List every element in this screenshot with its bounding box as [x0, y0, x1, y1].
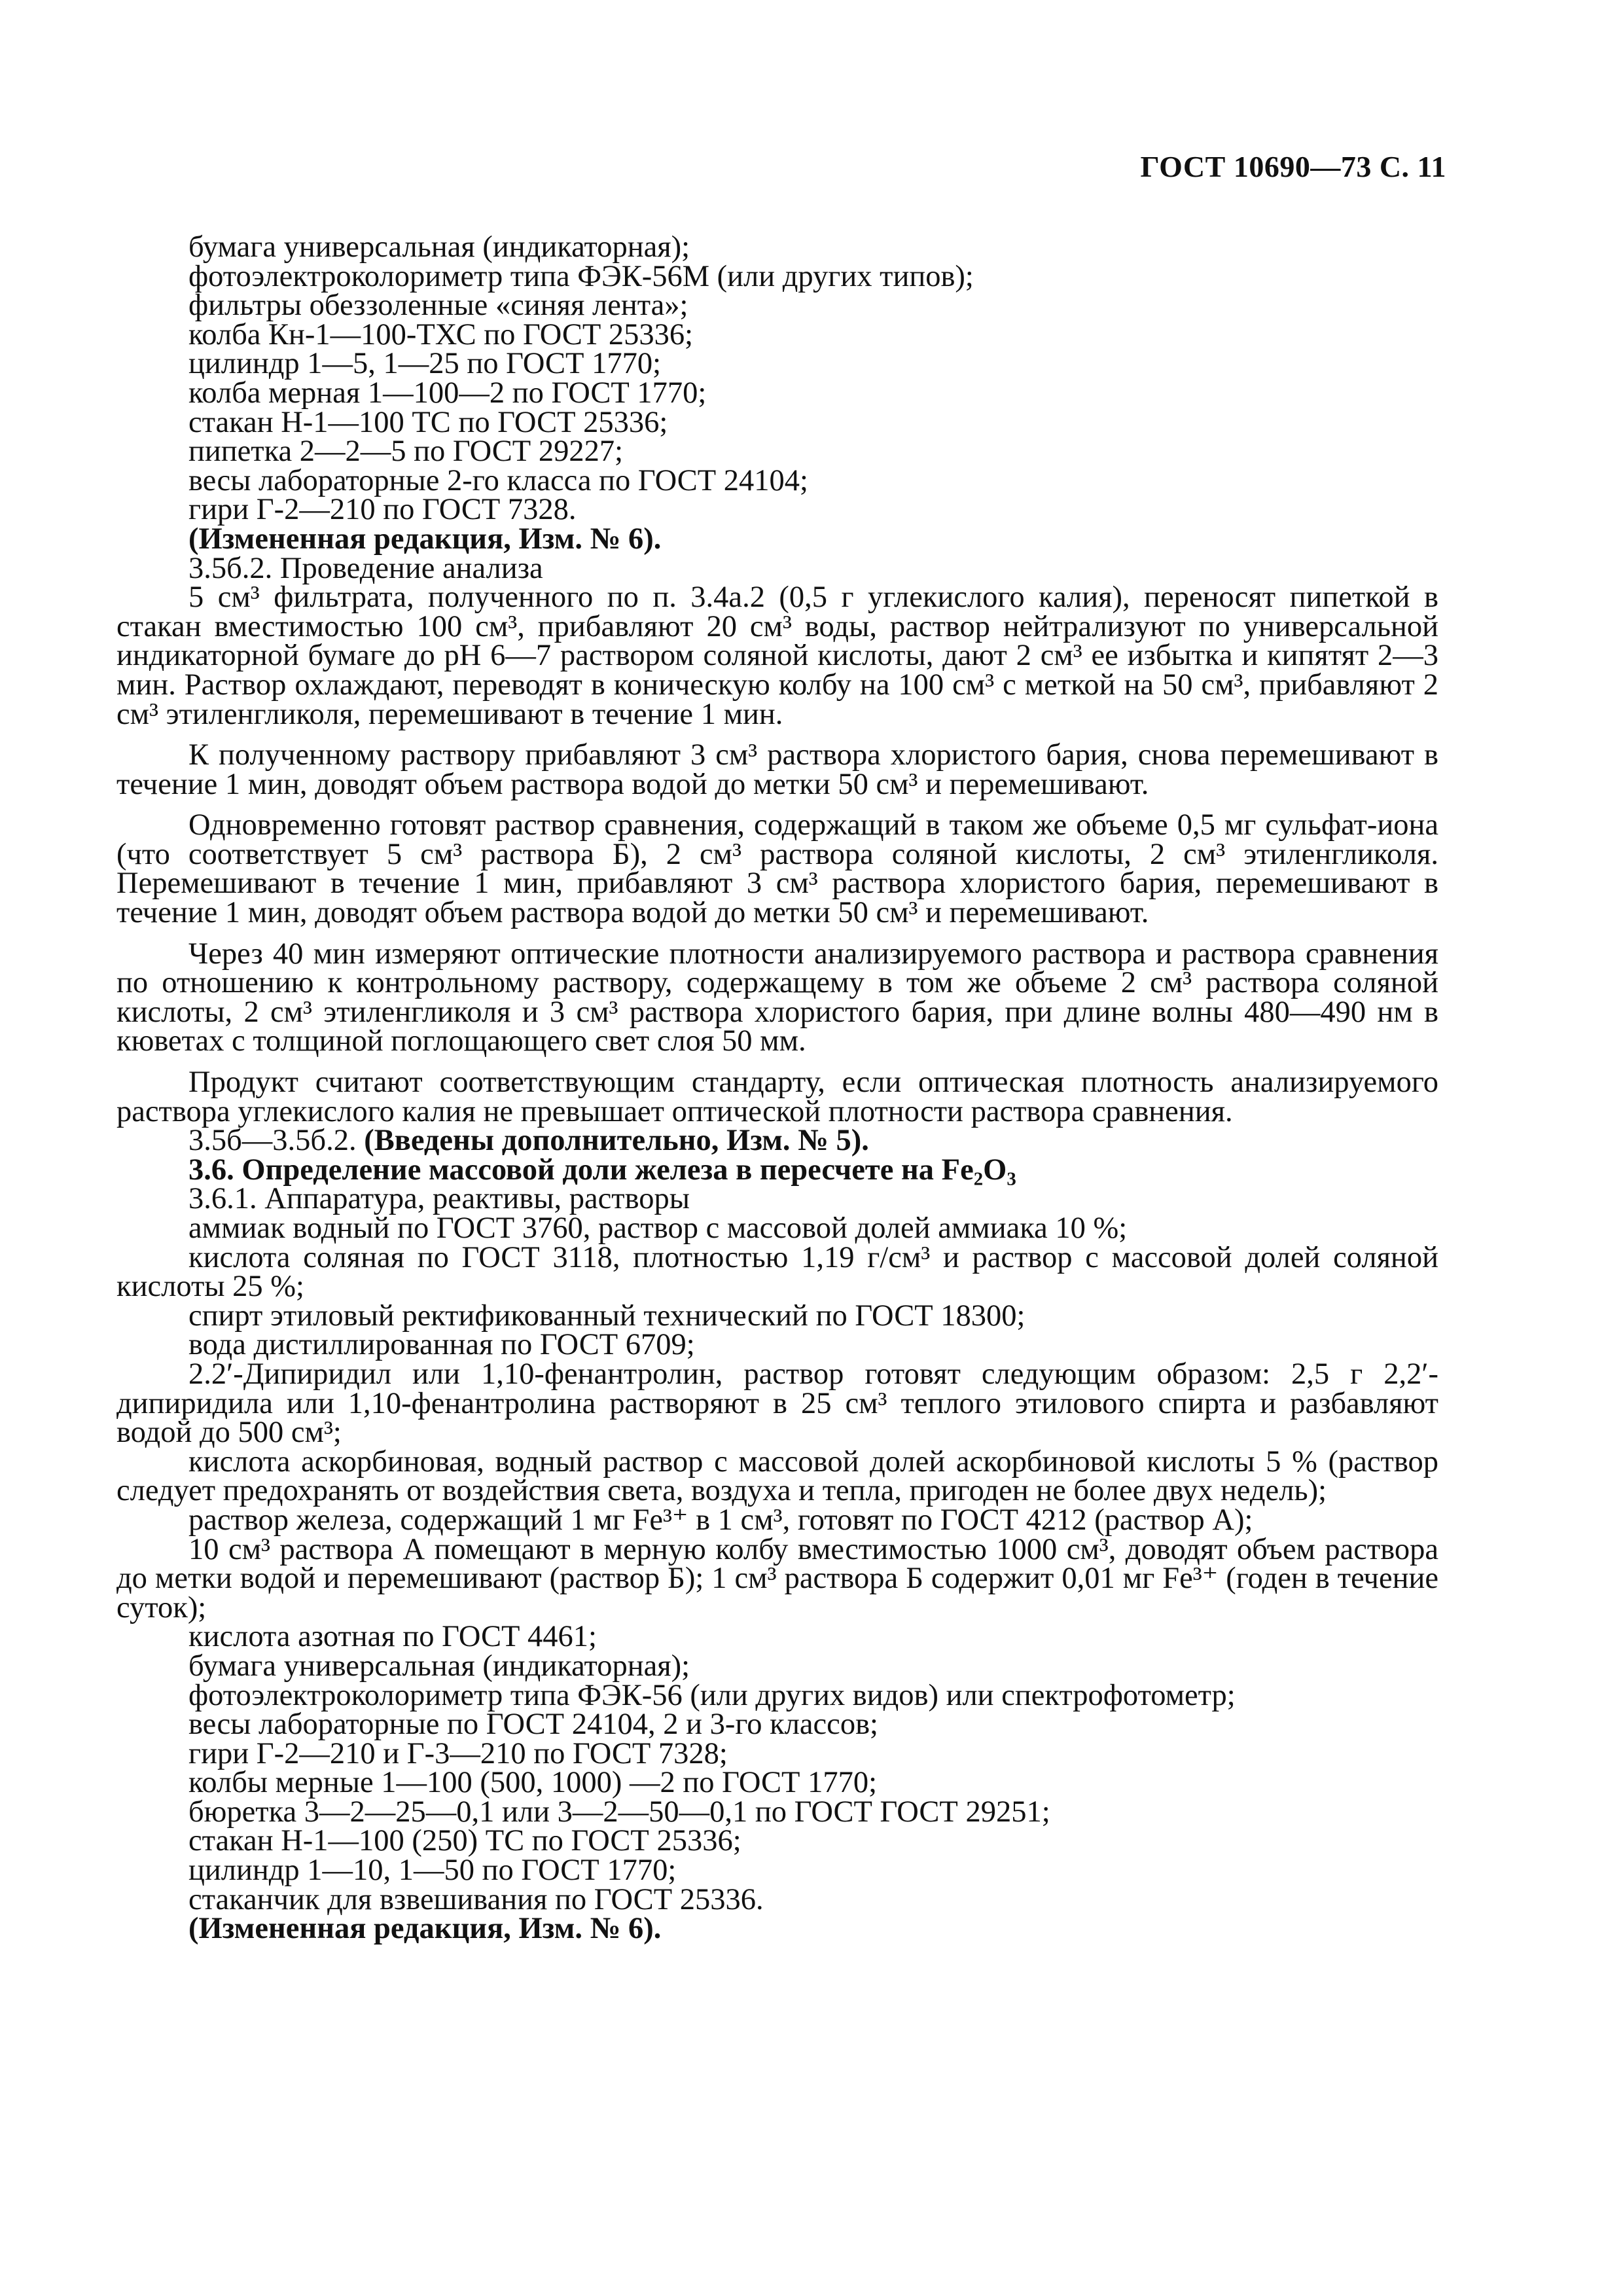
list-item: 2.2′-Дипиридил или 1,10-фенантролин, раствор готовят следующим образом: 2,5 г 2,2′-дипиридила или 1,10-фенантролина растворяют в 25 см³ теплого этилового спирта и разбавляют водой до 500 см³; — [116, 1357, 1438, 1450]
section-heading — [116, 1153, 1438, 1190]
subsection-heading: 3.5б.2. Проведение анализа — [188, 551, 543, 585]
list-item: вода дистиллированная по ГОСТ 6709; — [188, 1328, 695, 1362]
list-item: колбы мерные 1—100 (500, 1000) —2 по ГОСТ 1770; — [188, 1766, 877, 1800]
list-item: 10 см³ раствора А помещают в мерную колбу вместимостью 1000 см³, доводят объем раствора до метки водой и перемешивают (раствор Б); 1 см³ раствора Б содержит 0,01 мг Fe³⁺ (годен в течение суток); — [116, 1532, 1438, 1624]
list-item: колба мерная 1—100—2 по ГОСТ 1770; — [188, 376, 707, 410]
paragraph: Продукт считают соответствующим стандарту, если оптическая плотность анализируемого раствора углекислого калия не превышает оптической плотности раствора сравнения. — [116, 1066, 1438, 1128]
list-item: фотоэлектроколориметр типа ФЭК-56М (или других типов); — [188, 259, 974, 293]
paragraph: 5 см³ фильтрата, полученного по п. 3.4а.2 (0,5 г углекислого калия), переносят пипеткой в стакан вместимостью 100 см³, прибавляют 20 см³ воды, раствор нейтрализуют по универсальной индикаторной бумаге до рН 6—7 раствором соляной кислоты, дают 2 см³ ее избытка и кипятят 2—3 мин. Раствор охлаждают, переводят в коническую колбу на 100 см³ с меткой на 50 см³, прибавляют 2 см³ этиленгликоля, перемешивают в течение 1 мин. — [116, 581, 1438, 731]
list-item: раствор железа, содержащий 1 мг Fe³⁺ в 1 см³, готовят по ГОСТ 4212 (раствор А); — [188, 1503, 1253, 1537]
paragraph: Через 40 мин измеряют оптические плотности анализируемого раствора и раствора сравнения по отношению к контрольному раствору, содержащему в том же объеме 2 см³ раствора соляной кислоты, 2 см³ этиленгликоля и 3 см³ раствора хлористого бария, при длине волны 480—490 нм в кюветах с толщиной поглощающего свет слоя 50 мм. — [116, 937, 1438, 1058]
list-item: фотоэлектроколориметр типа ФЭК-56 (или других видов) или спектрофотометр; — [188, 1678, 1236, 1712]
list-item: стакан Н-1—100 (250) ТС по ГОСТ 25336; — [188, 1824, 741, 1858]
list-item: бумага универсальная (индикаторная); — [188, 230, 690, 264]
subscript: 3 — [1007, 1168, 1016, 1190]
list-item: цилиндр 1—10, 1—50 по ГОСТ 1770; — [188, 1854, 677, 1888]
list-item: весы лабораторные 2-го класса по ГОСТ 24104; — [188, 463, 808, 497]
list-item: колба Кн-1—100-ТХС по ГОСТ 25336; — [188, 317, 694, 351]
amendment-note: (Введены дополнительно, Изм. № 5). — [364, 1124, 869, 1158]
amendment-note: (Измененная редакция, Изм. № 6). — [188, 522, 662, 556]
paragraph: К полученному раствору прибавляют 3 см³ раствора хлористого бария, снова перемешивают в течение 1 мин, доводят объем раствора водой до метки 50 см³ и перемешивают. — [116, 738, 1438, 801]
subsection-heading: 3.6.1. Аппаратура, реактивы, растворы — [188, 1182, 690, 1216]
clause-range: 3.5б—3.5б.2. — [188, 1124, 357, 1158]
amendment-note-line — [116, 1126, 1438, 1156]
list-item: фильтры обеззоленные «синяя лента»; — [188, 289, 688, 323]
list-item: кислота соляная по ГОСТ 3118, плотностью 1,19 г/см³ и раствор с массовой долей соляной кислоты 25 %; — [116, 1240, 1438, 1304]
list-item: аммиак водный по ГОСТ 3760, раствор с массовой долей аммиака 10 %; — [188, 1211, 1128, 1245]
list-item: гири Г-2—210 и Г-3—210 по ГОСТ 7328; — [188, 1736, 728, 1770]
list-item: стаканчик для взвешивания по ГОСТ 25336. — [188, 1882, 764, 1916]
page-header: ГОСТ 10690—73 С. 11 — [1140, 150, 1446, 183]
list-item: пипетка 2—2—5 по ГОСТ 29227; — [188, 435, 623, 469]
amendment-note: (Измененная редакция, Изм. № 6). — [188, 1912, 662, 1946]
paragraph: Одновременно готовят раствор сравнения, содержащий в таком же объеме 0,5 мг сульфат-иона (что соответствует 5 см³ раствора Б), 2 см³ раствора соляной кислоты, 2 см³ этиленгликоля. Перемешивают в течение 1 мин, прибавляют 3 см³ раствора хлористого бария, перемешивают в течение 1 мин, доводят объем раствора водой до метки 50 см³ и перемешивают. — [116, 808, 1438, 930]
subscript: 2 — [973, 1168, 984, 1190]
formula-part: O — [983, 1153, 1007, 1187]
list-item: бюретка 3—2—25—0,1 или 3—2—50—0,1 по ГОСТ ГОСТ 29251; — [188, 1795, 1050, 1829]
list-item: кислота аскорбиновая, водный раствор с массовой долей аскорбиновой кислоты 5 % (раствор следует предохранять от воздействия света, воздуха и тепла, пригоден не более двух недель); — [116, 1444, 1438, 1508]
list-item: цилиндр 1—5, 1—25 по ГОСТ 1770; — [188, 347, 661, 381]
list-item: весы лабораторные по ГОСТ 24104, 2 и 3-го классов; — [188, 1708, 878, 1742]
list-item: стакан Н-1—100 ТС по ГОСТ 25336; — [188, 405, 668, 439]
list-item: гири Г-2—210 по ГОСТ 7328. — [188, 493, 577, 527]
list-item: бумага универсальная (индикаторная); — [188, 1649, 690, 1683]
list-item: кислота азотная по ГОСТ 4461; — [188, 1620, 597, 1654]
document-body — [116, 230, 1438, 1946]
section-heading-text: 3.6. Определение массовой доли железа в пересчете на Fe — [188, 1153, 974, 1187]
list-item: спирт этиловый ректификованный технический по ГОСТ 18300; — [188, 1299, 1026, 1333]
